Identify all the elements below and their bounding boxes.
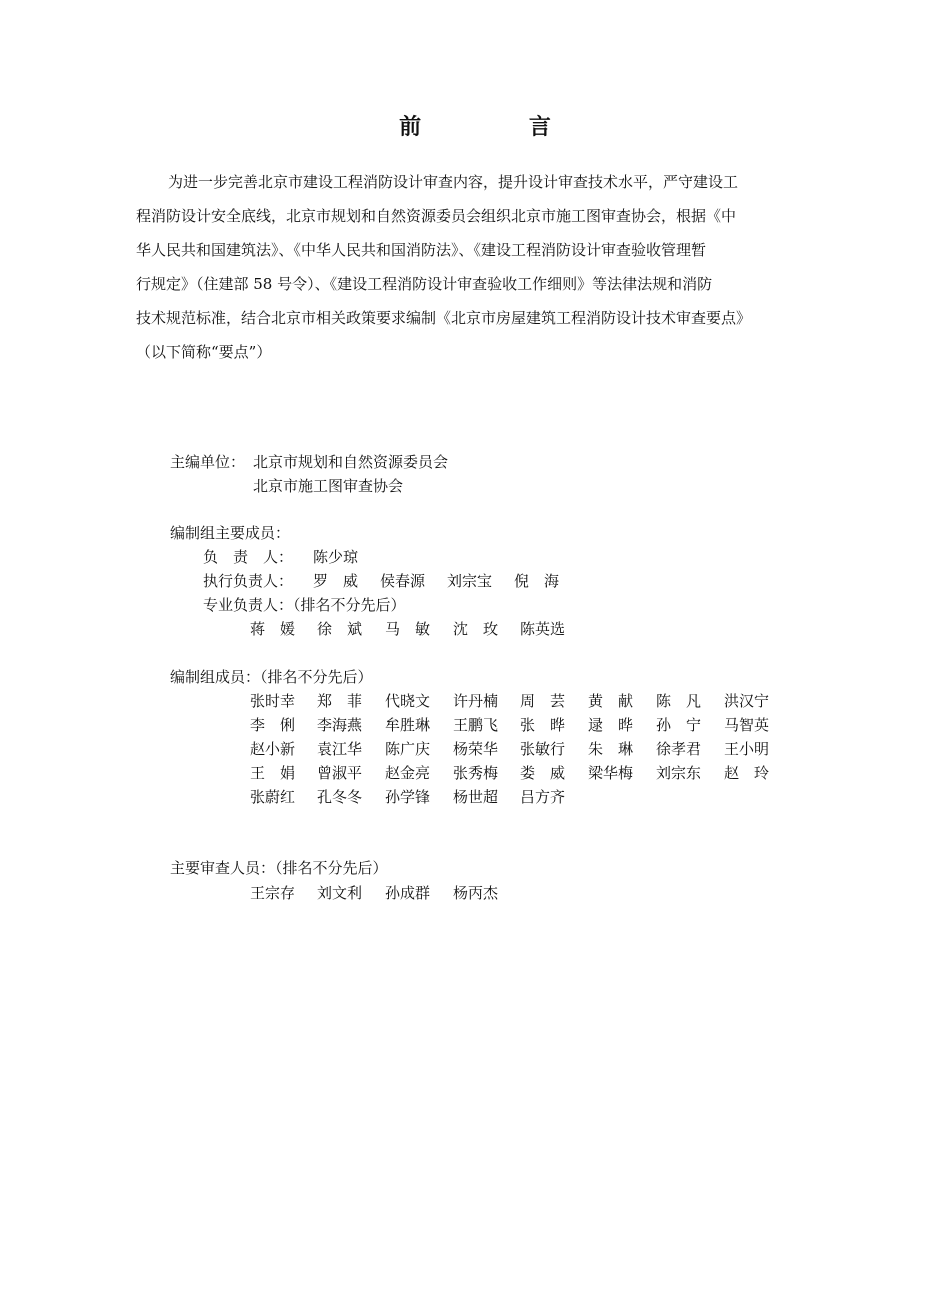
exec-leader-name: 罗 威 [313,572,359,590]
members-label: 编制组成员：（排名不分先后） [170,668,373,686]
reviewer-name: 孙成群 [385,884,431,902]
member-name: 黄 献 [588,692,634,710]
preface-line: 行规定》（住建部 58 号令）、《建设工程消防设计审查验收工作细则》等法律法规和消防 [136,275,713,293]
editor-unit-name: 北京市规划和自然资源委员会 [253,453,449,471]
member-name: 杨世超 [453,788,499,806]
preface-line: 技术规范标准，结合北京市相关政策要求编制《北京市房屋建筑工程消防设计技术审查要点》 [136,309,752,327]
member-name: 赵小新 [250,740,296,758]
member-name: 许丹楠 [453,692,499,710]
preface-paragraph [136,170,808,374]
member-name: 徐孝君 [656,740,702,758]
member-name: 赵金亮 [385,764,431,782]
exec-leader-label: 执行负责人： [203,572,294,590]
member-name: 周 芸 [520,692,566,710]
member-name: 刘宗东 [656,764,702,782]
member-name: 马智英 [724,716,770,734]
member-name: 李 俐 [250,716,296,734]
member-name: 孙 宁 [656,716,702,734]
member-name: 张时幸 [250,692,296,710]
member-name: 娄 威 [520,764,566,782]
specialty-leader-name: 沈 玫 [453,620,499,638]
member-name: 代晓文 [385,692,431,710]
member-name: 王鹏飞 [453,716,499,734]
specialty-leader-name: 陈英选 [520,620,566,638]
member-name: 曾淑平 [317,764,363,782]
exec-leader-name: 刘宗宝 [447,572,493,590]
member-name: 袁江华 [317,740,363,758]
specialty-leader-label: 专业负责人：（排名不分先后） [203,596,406,614]
specialty-leader-name: 徐 斌 [317,620,363,638]
exec-leader-name: 倪 海 [514,572,560,590]
member-name: 郑 菲 [317,692,363,710]
member-name: 张蔚红 [250,788,296,806]
member-name: 牟胜琳 [385,716,431,734]
member-name: 孔冬冬 [317,788,363,806]
preface-line: 为进一步完善北京市建设工程消防设计审查内容，提升设计审查技术水平，严守建设工 [168,173,739,191]
specialty-leader-name: 马 敏 [385,620,431,638]
member-name: 王 娟 [250,764,296,782]
member-name: 梁华梅 [588,764,634,782]
leader-label: 负 责 人： [203,548,294,566]
member-name: 张 晔 [520,716,566,734]
main-members-label: 编制组主要成员： [170,524,291,542]
editor-unit-name: 北京市施工图审查协会 [253,477,404,495]
reviewer-name: 杨丙杰 [453,884,499,902]
preface-line: 程消防设计安全底线，北京市规划和自然资源委员会组织北京市施工图审查协会，根据《中 [136,207,737,225]
member-name: 陈 凡 [656,692,702,710]
preface-line: （以下简称“要点”） [136,343,272,361]
leader-name: 陈少琼 [313,548,359,566]
member-name: 吕方齐 [520,788,566,806]
exec-leader-name: 侯春源 [380,572,426,590]
member-name: 王小明 [724,740,770,758]
member-name: 李海燕 [317,716,363,734]
preface-line: 华人民共和国建筑法》、《中华人民共和国消防法》、《建设工程消防设计审查验收管理暂 [136,241,707,259]
member-name: 张敏行 [520,740,566,758]
editor-unit-label: 主编单位： [170,453,246,471]
page-title: 前 言 [399,115,601,140]
specialty-leader-name: 蒋 媛 [250,620,296,638]
member-name: 张秀梅 [453,764,499,782]
reviewers-label: 主要审查人员：（排名不分先后） [170,859,388,877]
member-name: 逯 晔 [588,716,634,734]
member-name: 孙学锋 [385,788,431,806]
reviewer-name: 王宗存 [250,884,296,902]
member-name: 陈广庆 [385,740,431,758]
member-name: 赵 玲 [724,764,770,782]
member-name: 洪汉宁 [724,692,770,710]
member-name: 朱 琳 [588,740,634,758]
reviewer-name: 刘文利 [317,884,363,902]
member-name: 杨荣华 [453,740,499,758]
